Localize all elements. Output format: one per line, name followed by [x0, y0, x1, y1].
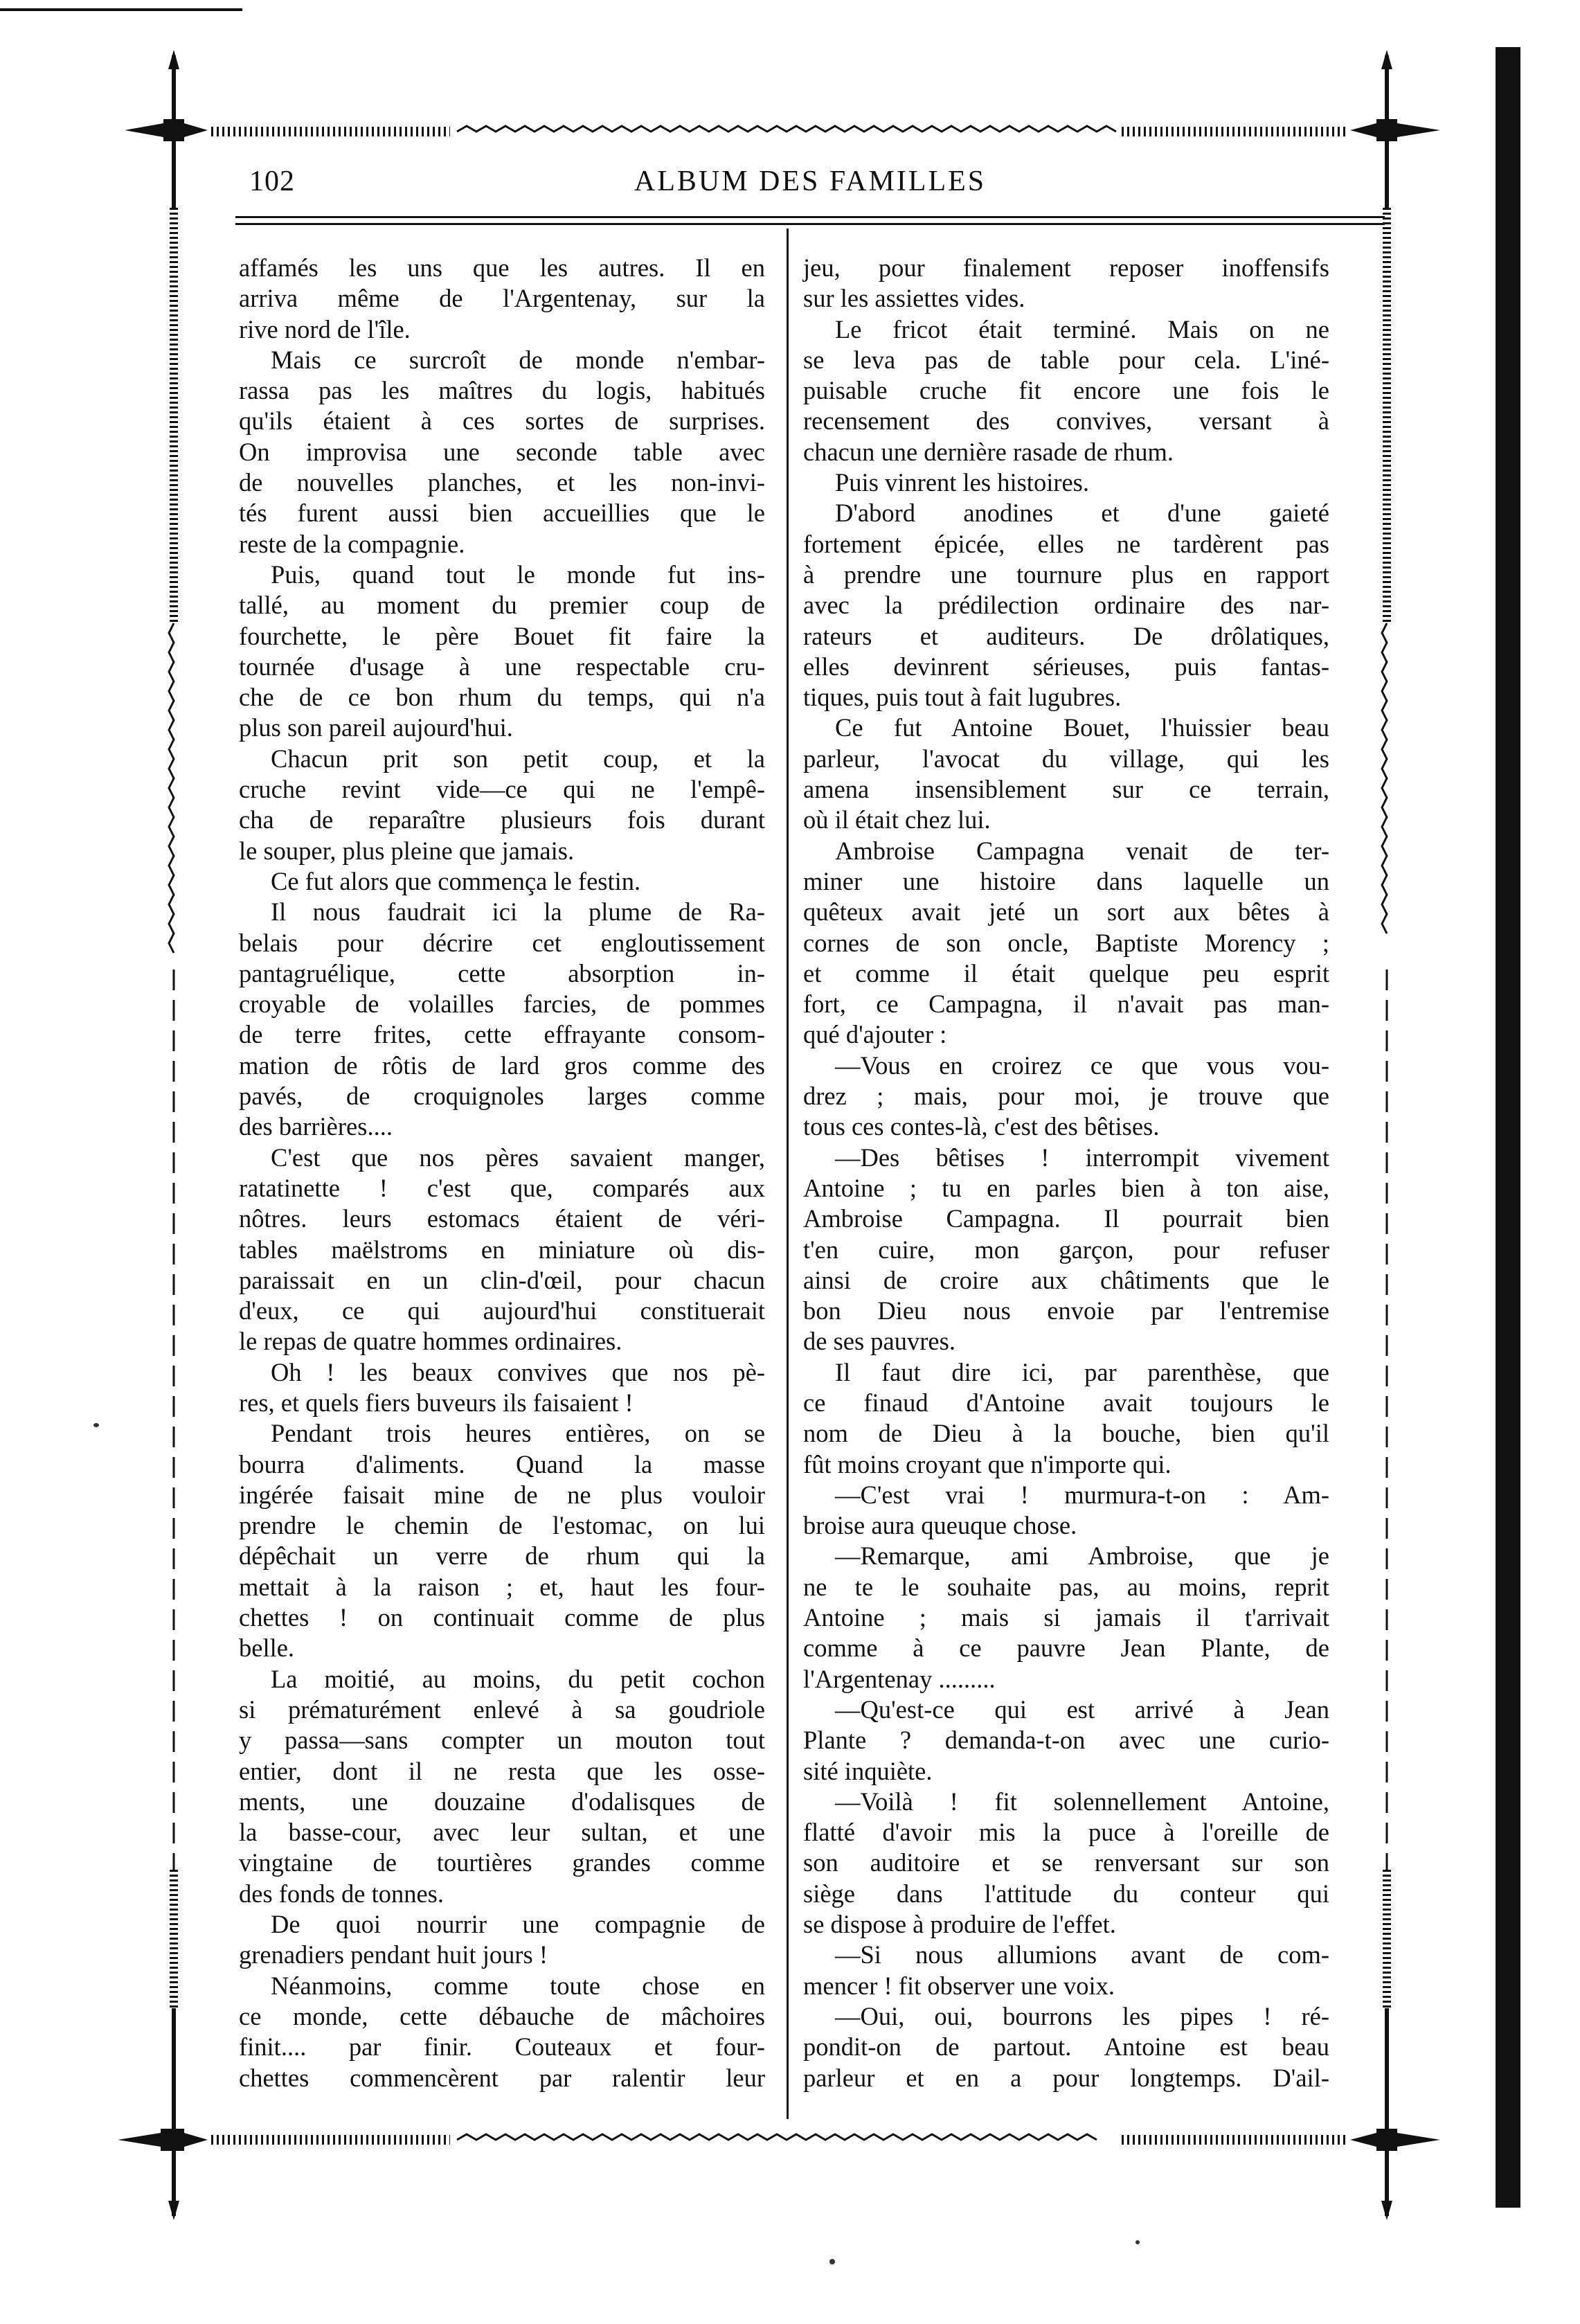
text-line: tallé, au moment du premier coup de: [239, 591, 765, 620]
text-line: de nouvelles planches, et les non-invi-: [239, 468, 765, 497]
text-line: fourchette, le père Bouet fit faire la: [239, 621, 765, 650]
text-line: quêteux avait jeté un sort aux bêtes à: [803, 897, 1329, 927]
text-line: parleur, l'avocat du village, qui les: [803, 744, 1329, 773]
print-speck: [93, 1423, 99, 1427]
text-line: le repas de quatre hommes ordinaires.: [239, 1327, 622, 1356]
text-line: tiques, puis tout à fait lugubres.: [803, 683, 1122, 712]
text-line: mation de rôtis de lard gros comme des: [239, 1051, 765, 1080]
text-line: —Des bêtises ! interrompit vivement: [835, 1143, 1329, 1172]
text-line: Ce fut Antoine Bouet, l'huissier beau: [835, 713, 1329, 742]
text-line: ingérée faisait mine de ne plus vouloir: [239, 1480, 765, 1509]
text-line: ainsi de croire aux châtiments que le: [803, 1265, 1329, 1294]
text-line: et comme il était quelque peu esprit: [803, 958, 1329, 987]
text-line: elles devinrent sérieuses, puis fantas-: [803, 652, 1329, 681]
text-line: d'eux, ce qui aujourd'hui constituerait: [239, 1296, 765, 1325]
text-line: ce monde, cette débauche de mâchoires: [239, 2001, 765, 2030]
text-line: si prématurément enlevé à sa goudriole: [239, 1695, 765, 1724]
text-line: D'abord anodines et d'une gaieté: [835, 499, 1329, 528]
text-line: amena insensiblement sur ce terrain,: [803, 775, 1329, 804]
text-line: La moitié, au moins, du petit cochon: [271, 1664, 765, 1693]
text-line: De quoi nourrir une compagnie de: [271, 1910, 765, 1939]
text-line: le souper, plus pleine que jamais.: [239, 836, 575, 865]
text-line: che de ce bon rhum du temps, qui n'a: [239, 683, 765, 712]
text-line: la basse-cour, avec leur sultan, et une: [239, 1818, 765, 1847]
text-line: Il nous faudrait ici la plume de Ra-: [271, 897, 765, 927]
text-line: plus son pareil aujourd'hui.: [239, 713, 513, 742]
text-line: puisable cruche fit encore une fois le: [803, 376, 1329, 405]
text-line: Ambroise Campagna venait de ter-: [835, 836, 1329, 865]
text-line: de ses pauvres.: [803, 1327, 955, 1356]
right-column: [803, 253, 1329, 2093]
text-line: flatté d'avoir mis la puce à l'oreille de: [803, 1818, 1329, 1847]
text-line: ments, une douzaine d'odalisques de: [239, 1787, 765, 1816]
text-line: prendre le chemin de l'estomac, on lui: [239, 1511, 765, 1540]
text-line: Le fricot était terminé. Mais on ne: [835, 314, 1329, 343]
text-line: —Oui, oui, bourrons les pipes ! ré-: [835, 2001, 1329, 2030]
text-line: Oh ! les beaux convives que nos pè-: [271, 1357, 765, 1386]
text-line: rateurs et auditeurs. De drôlatiques,: [803, 621, 1329, 650]
text-line: miner une histoire dans laquelle un: [803, 866, 1329, 895]
print-speck: [1135, 2240, 1140, 2244]
top-border-ornament: [211, 126, 1347, 132]
text-line: —Qu'est-ce qui est arrivé à Jean: [835, 1695, 1329, 1724]
text-line: ne te le souhaite pas, au moins, reprit: [803, 1572, 1329, 1601]
text-line: à prendre une tournure plus en rapport: [803, 560, 1329, 589]
text-line: broise aura queuque chose.: [803, 1511, 1077, 1540]
text-line: qué d'ajouter :: [803, 1020, 947, 1049]
text-line: l'Argentenay .........: [803, 1664, 996, 1693]
text-line: nom de Dieu à la bouche, bien qu'il: [803, 1419, 1329, 1448]
corner-ornament-bottom-right: [1350, 2008, 1440, 2220]
text-line: bourra d'aliments. Quand la masse: [239, 1449, 765, 1478]
text-line: qu'ils étaient à ces sortes de surprises.: [239, 406, 765, 436]
text-line: rassa pas les maîtres du logis, habitués: [239, 376, 765, 405]
text-line: Antoine ; mais si jamais il t'arrivait: [803, 1603, 1329, 1632]
text-line: se leva pas de table pour cela. L'iné-: [803, 345, 1329, 374]
text-line: —C'est vrai ! murmura-t-on : Am-: [835, 1480, 1329, 1509]
text-line: On improvisa une seconde table avec: [239, 437, 765, 466]
text-line: recensement des convives, versant à: [803, 406, 1329, 436]
text-line: pondit-on de partout. Antoine est beau: [803, 2032, 1329, 2062]
text-line: pavés, de croquignoles larges comme: [239, 1082, 765, 1111]
text-line: y passa—sans compter un mouton tout: [239, 1726, 765, 1755]
text-line: jeu, pour finalement reposer inoffensifs: [803, 253, 1329, 282]
text-line: chettes commencèrent par ralentir leur: [239, 2063, 765, 2092]
text-line: avec la prédilection ordinaire des nar-: [803, 591, 1329, 620]
left-column: [239, 253, 765, 2093]
text-line: se dispose à produire de l'effet.: [803, 1910, 1116, 1939]
text-line: sur les assiettes vides.: [803, 284, 1025, 313]
column-divider: [787, 229, 789, 2119]
text-line: tous ces contes-là, c'est des bêtises.: [803, 1112, 1160, 1141]
text-line: grenadiers pendant huit jours !: [239, 1940, 548, 1969]
text-line: Antoine ; tu en parles bien à ton aise,: [803, 1173, 1329, 1202]
text-line: tournée d'usage à une respectable cru-: [239, 652, 765, 681]
text-line: bon Dieu nous envoie par l'entremise: [803, 1296, 1329, 1325]
text-line: chettes ! on continuait comme de plus: [239, 1603, 765, 1632]
text-line: Il faut dire ici, par parenthèse, que: [835, 1357, 1329, 1386]
text-line: dépêchait un verre de rhum qui la: [239, 1541, 765, 1571]
corner-ornament-bottom-left: [118, 2008, 208, 2220]
text-line: fortement épicée, elles ne tardèrent pas: [803, 529, 1329, 558]
print-speck: [829, 2259, 835, 2264]
text-line: finit.... par finir. Couteaux et four-: [239, 2032, 765, 2062]
text-line: Plante ? demanda-t-on avec une curio-: [803, 1726, 1329, 1755]
text-line: siège dans l'attitude du conteur qui: [803, 1879, 1329, 1908]
text-line: —Vous en croirez ce que vous vou-: [835, 1051, 1329, 1080]
text-line: son auditoire et se renversant sur son: [803, 1848, 1329, 1877]
text-line: où il était chez lui.: [803, 805, 991, 834]
text-line: reste de la compagnie.: [239, 529, 465, 558]
text-line: ratatinette ! c'est que, comparés aux: [239, 1173, 765, 1202]
text-line: mencer ! fit observer une voix.: [803, 1971, 1115, 2000]
text-line: drez ; mais, pour moi, je trouve que: [803, 1082, 1329, 1111]
text-line: arriva même de l'Argentenay, sur la: [239, 284, 765, 313]
page-number: 102: [249, 166, 295, 197]
text-line: Chacun prit son petit coup, et la: [271, 744, 765, 773]
header-rule-upper: [235, 216, 1385, 218]
text-line: de terre frites, cette effrayante consom-: [239, 1020, 765, 1049]
text-line: Ce fut alors que commença le festin.: [271, 866, 641, 895]
text-line: Pendant trois heures entières, on se: [271, 1419, 765, 1448]
text-line: Ambroise Campagna. Il pourrait bien: [803, 1204, 1329, 1233]
text-line: chacun une dernière rasade de rhum.: [803, 437, 1174, 466]
text-line: —Remarque, ami Ambroise, que je: [835, 1541, 1329, 1571]
text-line: entier, dont il ne resta que les osse-: [239, 1756, 765, 1785]
text-line: cha de reparaître plusieurs fois durant: [239, 805, 765, 834]
page-header: [249, 165, 1371, 206]
text-line: parleur et en a pour longtemps. D'ail-: [803, 2063, 1329, 2092]
header-rule-lower: [235, 223, 1385, 225]
text-line: mettait à la raison ; et, haut les four-: [239, 1572, 765, 1601]
text-line: ce finaud d'Antoine avait toujours le: [803, 1388, 1329, 1417]
text-line: croyable de volailles farcies, de pommes: [239, 990, 765, 1019]
text-line: fût moins croyant que n'importe qui.: [803, 1449, 1171, 1478]
text-line: belle.: [239, 1634, 295, 1663]
text-line: Puis vinrent les histoires.: [835, 468, 1090, 497]
text-line: Puis, quand tout le monde fut ins-: [271, 560, 765, 589]
text-line: C'est que nos pères savaient manger,: [271, 1143, 765, 1172]
text-line: vingtaine de tourtières grandes comme: [239, 1848, 765, 1877]
right-border-ornament: [1382, 208, 1387, 2008]
text-line: rive nord de l'île.: [239, 314, 411, 343]
text-line: —Voilà ! fit solennellement Antoine,: [835, 1787, 1329, 1816]
text-line: res, et quels fiers buveurs ils faisaient !: [239, 1388, 634, 1417]
left-border-ornament: [169, 208, 174, 2008]
running-title: ALBUM DES FAMILLES: [634, 166, 987, 197]
text-line: des barrières....: [239, 1112, 393, 1141]
text-line: pantagruélique, cette absorption in-: [239, 958, 765, 987]
text-line: paraissait en un clin-d'œil, pour chacun: [239, 1265, 765, 1294]
text-line: des fonds de tonnes.: [239, 1879, 445, 1908]
text-line: sité inquiète.: [803, 1756, 933, 1785]
text-line: Néanmoins, comme toute chose en: [271, 1971, 765, 2000]
text-line: Mais ce surcroît de monde n'embar-: [271, 345, 765, 374]
text-line: affamés les uns que les autres. Il en: [239, 253, 765, 282]
text-line: belais pour décrire cet engloutissement: [239, 928, 765, 957]
text-line: cornes de son oncle, Baptiste Morency ;: [803, 928, 1329, 957]
corner-ornament-top-left: [125, 50, 208, 208]
text-line: tés furent aussi bien accueillies que le: [239, 499, 765, 528]
text-line: cruche revint vide—ce qui ne l'empê-: [239, 775, 765, 804]
text-line: fort, ce Campagna, il n'avait pas man-: [803, 990, 1329, 1019]
text-line: t'en cuire, mon garçon, pour refuser: [803, 1235, 1329, 1264]
text-line: comme à ce pauvre Jean Plante, de: [803, 1634, 1329, 1663]
text-line: —Si nous allumions avant de com-: [835, 1940, 1329, 1969]
text-line: tables maëlstroms en miniature où dis-: [239, 1235, 765, 1264]
text-line: nôtres. leurs estomacs étaient de véri-: [239, 1204, 765, 1233]
bottom-border-ornament: [211, 2134, 1347, 2140]
